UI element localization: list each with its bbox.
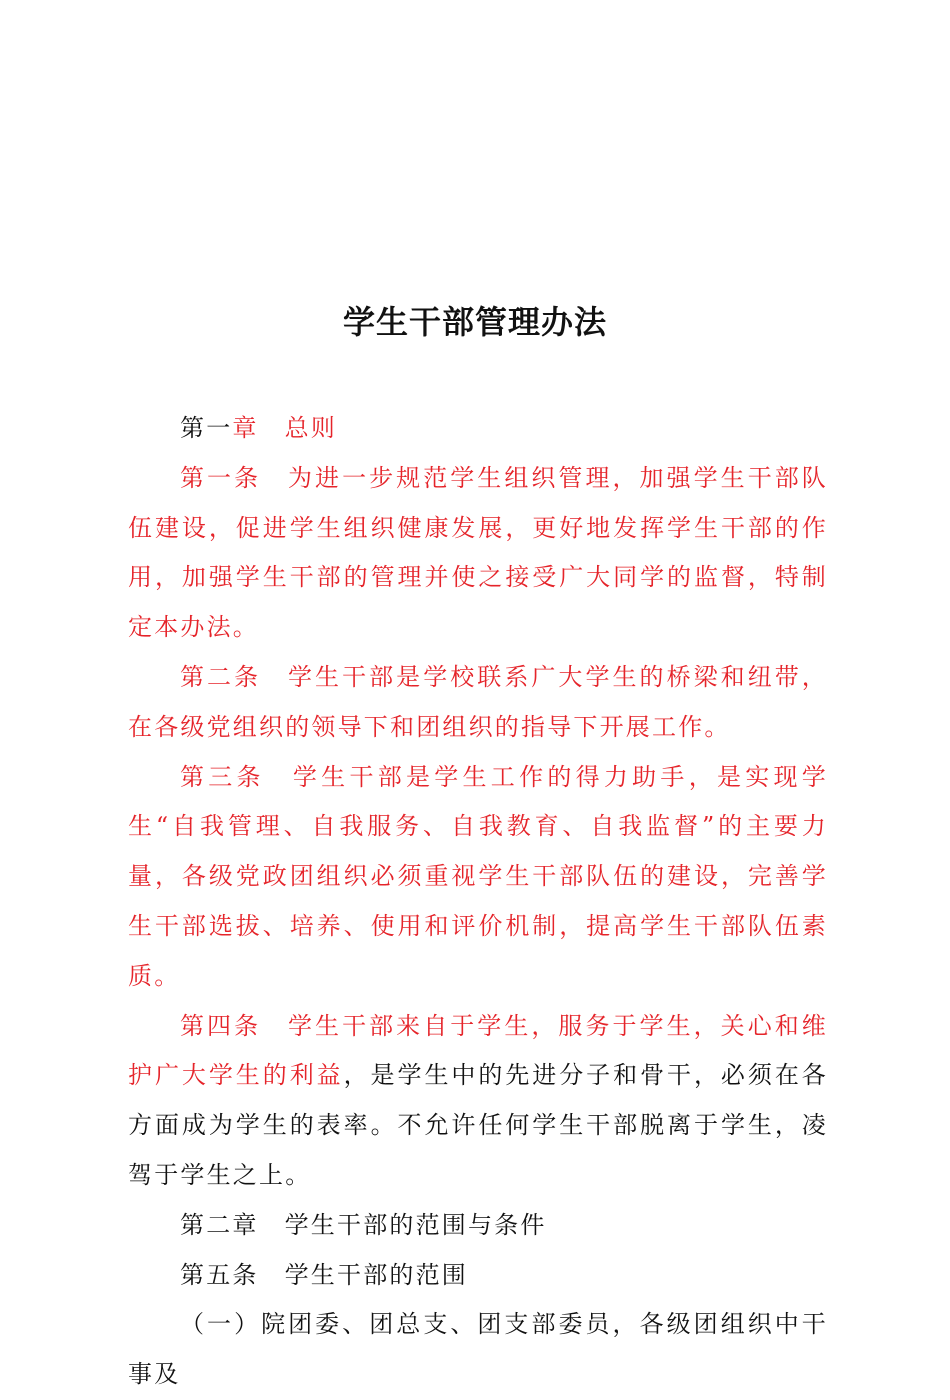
chapter-2-name: 学生干部的范围与条件 xyxy=(284,1210,547,1239)
chapter-1-name: 总则 xyxy=(284,414,338,442)
document-body xyxy=(128,404,828,1400)
chapter-1-heading xyxy=(128,404,828,454)
item-1-label: （一） xyxy=(180,1310,262,1339)
article-3-text: 学生干部是学生工作的得力助手，是实现学生“自我管理、自我服务、自我教育、自我监督”的主要力量，各级党政团组织必须重视学生干部队伍的建设，完善学生干部选拔、培养、使用和评价机制，提高学生干部队伍素质。 xyxy=(128,762,828,990)
article-5-label: 第五条 xyxy=(180,1260,259,1289)
article-2-text: 学生干部是学校联系广大学生的桥梁和纽带，在各级党组织的领导下和团组织的指导下开展工作。 xyxy=(128,662,829,741)
chapter-1-label-suffix: 章 xyxy=(232,414,259,442)
article-5 xyxy=(128,1251,828,1301)
article-3-label: 第三条 xyxy=(180,762,265,791)
article-1-text: 为进一步规范学生组织管理，加强学生干部队伍建设，促进学生组织健康发展，更好地发挥学生干部的作用，加强学生干部的管理并使之接受广大同学的监督，特制定本办法。 xyxy=(128,463,829,642)
chapter-2-heading xyxy=(128,1201,828,1251)
article-1-label: 第一条 xyxy=(180,463,262,492)
article-3 xyxy=(128,753,828,1002)
article-2 xyxy=(128,653,828,753)
article-4-label: 第四条 xyxy=(180,1011,262,1040)
article-4-text-red: 学生干部来自于学生，服务于学生，关心和维护广大学生的利益 xyxy=(128,1011,829,1090)
chapter-1-label-prefix: 第一 xyxy=(180,414,233,442)
item-1-text: 院团委、团总支、团支部委员，各级团组织中干事及 xyxy=(128,1310,828,1389)
article-2-label: 第二条 xyxy=(180,662,262,691)
item-1 xyxy=(128,1300,828,1400)
article-4-text-black: ，是学生中的先进分子和骨干，必须在各方面成为学生的表率。不允许任何学生干部脱离于学生，凌驾于学生之上。 xyxy=(128,1061,828,1189)
document-title: 学生干部管理办法 xyxy=(342,303,607,341)
article-1 xyxy=(128,454,828,653)
article-5-text: 学生干部的范围 xyxy=(284,1260,469,1289)
article-4 xyxy=(128,1002,828,1201)
chapter-2-label: 第二章 xyxy=(180,1210,259,1239)
